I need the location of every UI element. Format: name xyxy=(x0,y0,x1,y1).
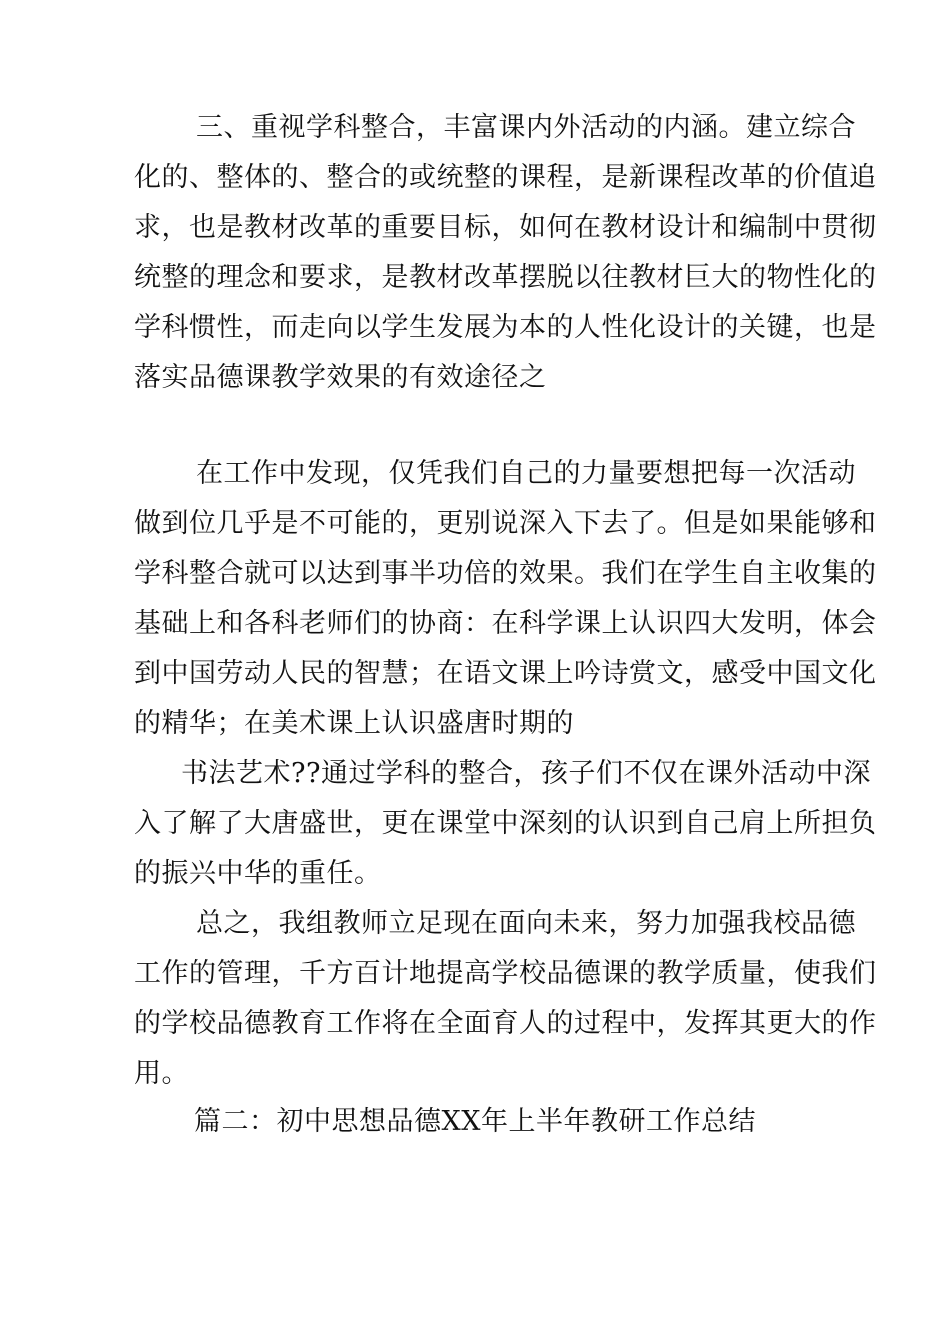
paragraph-4-line-4: 用。 xyxy=(134,1058,189,1089)
paragraph-2-line-6: 的精华；在美术课上认识盛唐时期的 xyxy=(134,708,574,739)
paragraph-1-line-4: 统整的理念和要求，是教材改革摆脱以往教材巨大的物性化的 xyxy=(134,262,877,293)
paragraph-4-line-1: 总之，我组教师立足现在面向未来，努力加强我校品德 xyxy=(196,908,856,939)
paragraph-1-line-1: 三、重视学科整合，丰富课内外活动的内涵。建立综合 xyxy=(196,112,856,143)
paragraph-2-line-5: 到中国劳动人民的智慧；在语文课上吟诗赏文，感受中国文化 xyxy=(134,658,877,689)
section-heading: 篇二：初中思想品德XX年上半年教研工作总结 xyxy=(194,1106,756,1137)
paragraph-3-line-1: 书法艺术??通过学科的整合，孩子们不仅在课外活动中深 xyxy=(181,758,871,789)
paragraph-2-line-2: 做到位几乎是不可能的，更别说深入下去了。但是如果能够和 xyxy=(134,508,877,539)
paragraph-2-line-1: 在工作中发现，仅凭我们自己的力量要想把每一次活动 xyxy=(196,458,856,489)
paragraph-2-line-4: 基础上和各科老师们的协商：在科学课上认识四大发明，体会 xyxy=(134,608,877,639)
paragraph-1-line-5: 学科惯性，而走向以学生发展为本的人性化设计的关键，也是 xyxy=(134,312,877,343)
paragraph-1-line-3: 求，也是教材改革的重要目标，如何在教材设计和编制中贯彻 xyxy=(134,212,877,243)
paragraph-4-line-2: 工作的管理，千方百计地提高学校品德课的教学质量，使我们 xyxy=(134,958,877,989)
paragraph-4-line-3: 的学校品德教育工作将在全面育人的过程中，发挥其更大的作 xyxy=(134,1008,877,1039)
paragraph-1-line-2: 化的、整体的、整合的或统整的课程，是新课程改革的价值追 xyxy=(134,162,877,193)
paragraph-3-line-3: 的振兴中华的重任。 xyxy=(134,858,382,889)
paragraph-3-line-2: 入了解了大唐盛世，更在课堂中深刻的认识到自己肩上所担负 xyxy=(134,808,877,839)
paragraph-2-line-3: 学科整合就可以达到事半功倍的效果。我们在学生自主收集的 xyxy=(134,558,877,589)
paragraph-1-line-6: 落实品德课教学效果的有效途径之 xyxy=(134,362,547,393)
